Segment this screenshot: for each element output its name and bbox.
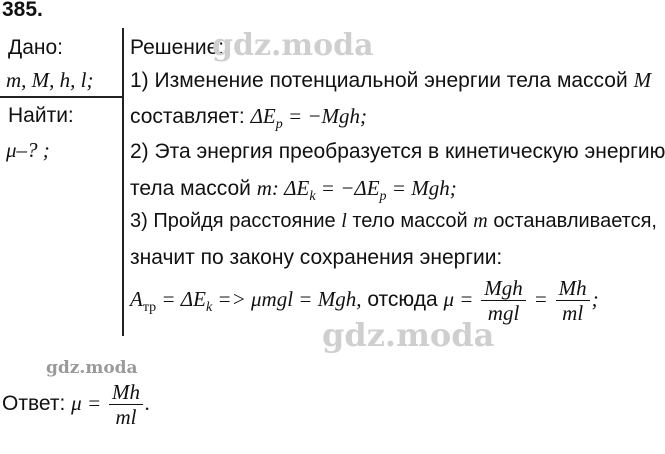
fraction-mh-ml: $\frac{Mh}{ml}$ bbox=[556, 276, 590, 325]
solution-line-5: 3) Пройдя расстояние l тело массой m останавливается, bbox=[130, 210, 657, 232]
fraction-mgh-mgl: $\frac{\text{Mgh}}{\text{mgl}}$ bbox=[481, 276, 526, 325]
table-vertical-divider bbox=[122, 28, 124, 336]
solution-line-3: 2) Эта энергия преобразуется в кинетическую энергию bbox=[130, 140, 665, 163]
given-label: Дано: bbox=[8, 36, 64, 59]
watermark-top: gdz.moda bbox=[212, 28, 374, 63]
problem-number: 385. bbox=[2, 0, 43, 21]
given-vars: m, M, h, l; bbox=[6, 68, 94, 92]
watermark-middle: gdz.moda bbox=[322, 316, 495, 354]
answer-fraction: $\frac{Mh}{ml}$ bbox=[109, 380, 143, 429]
solution-line-4: тела массой m: $\Delta E_k = -\Delta E_p$ = Mgh; bbox=[130, 176, 457, 204]
solution-line-6: значит по закону сохранения энергии: bbox=[130, 246, 503, 269]
solution-label: Решение: bbox=[130, 36, 225, 59]
watermark-small: gdz.moda bbox=[46, 358, 138, 378]
solution-line-2: составляет: $\Delta E_p = -Mgh$; bbox=[130, 104, 368, 132]
solution-line-1: 1) Изменение потенциальной энергии тела массой M bbox=[130, 68, 652, 92]
table-horizontal-divider bbox=[0, 96, 122, 98]
answer-line: Ответ: μ = $\frac{Mh}{ml}$ . bbox=[2, 380, 151, 429]
find-label: Найти: bbox=[8, 104, 74, 127]
find-vars: μ–? ; bbox=[6, 138, 50, 162]
solution-line-7: $A_{тр} = \Delta E_k => \mu mgl$ = Mgh, отсюда μ = $\frac{\text{Mgh}}{\text{mgl}}$ = $\frac{Mh}{ml}$ ; bbox=[130, 276, 599, 325]
